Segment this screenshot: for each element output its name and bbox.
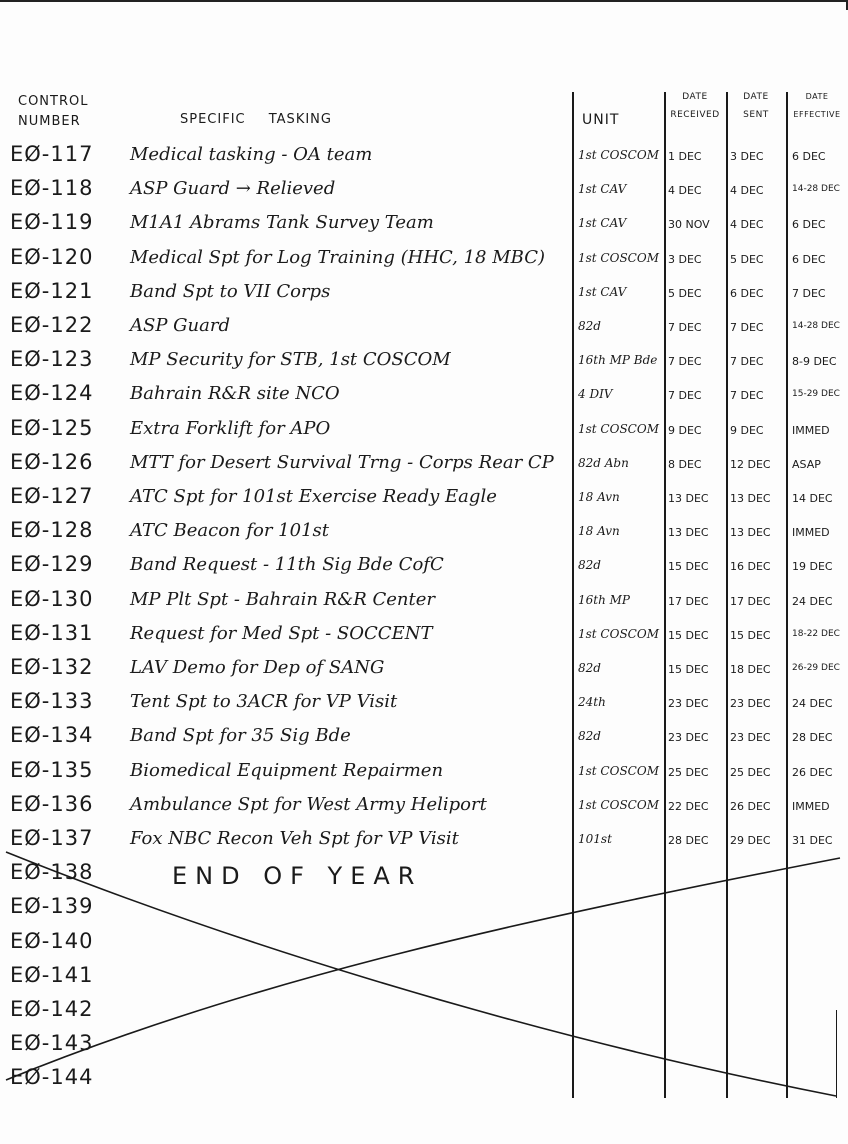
table-row	[0, 309, 848, 343]
date-sent-cell: 16 DEC	[730, 560, 771, 574]
table-row	[0, 617, 848, 651]
date-received-cell: 15 DEC	[668, 560, 709, 574]
header-date-received	[666, 92, 724, 120]
control-number: EØ-136	[10, 791, 94, 816]
tasking-text: Band Request - 11th Sig Bde CofC	[130, 554, 444, 576]
unit-cell: 24th	[578, 695, 606, 710]
control-number: EØ-142	[10, 997, 94, 1021]
control-number: EØ-120	[10, 244, 94, 269]
unit-cell: 18 Avn	[578, 490, 620, 504]
control-number: EØ-133	[10, 689, 94, 714]
control-number: EØ-144	[10, 1065, 94, 1090]
control-number: EØ-128	[10, 518, 94, 543]
control-number: EØ-118	[10, 176, 94, 201]
unit-cell: 1st COSCOM	[578, 421, 659, 436]
table-row	[0, 343, 848, 377]
date-received-cell: 8 DEC	[668, 457, 702, 471]
date-sent-cell: 7 DEC	[730, 355, 764, 369]
tasking-text: MP Plt Spt - Bahrain R&R Center	[130, 588, 436, 610]
control-number: EØ-129	[10, 552, 94, 577]
tasking-text: LAV Demo for Dep of SANG	[130, 657, 385, 678]
date-effective-cell: 18-22 DEC	[792, 628, 840, 639]
control-number: EØ-131	[10, 620, 94, 645]
date-sent-cell: 6 DEC	[730, 286, 764, 300]
date-sent-cell: 7 DEC	[730, 321, 764, 334]
date-sent-cell: 15 DEC	[730, 628, 771, 642]
date-effective-cell: 26 DEC	[792, 765, 833, 779]
header-date-effective-line2: EFFECTIVE	[793, 110, 841, 119]
header-unit: UNIT	[582, 112, 620, 128]
header-control-line2: NUMBER	[18, 114, 81, 129]
header-date-effective-line1: DATE	[805, 92, 829, 101]
date-received-cell: 17 DEC	[668, 594, 709, 608]
unit-cell: 16th MP Bde	[578, 353, 658, 368]
tasking-text: Biomedical Equipment Repairmen	[130, 759, 444, 781]
control-number: EØ-119	[10, 210, 94, 235]
date-effective-cell: 24 DEC	[792, 594, 833, 608]
date-received-cell: 5 DEC	[668, 286, 702, 300]
date-effective-cell: 31 DEC	[792, 834, 833, 847]
control-number: EØ-130	[10, 586, 94, 611]
control-number: EØ-132	[10, 655, 94, 679]
date-sent-cell: 12 DEC	[730, 457, 771, 471]
unit-cell: 82d Abn	[578, 455, 629, 470]
table-row	[0, 241, 848, 275]
tasking-text: Medical tasking - OA team	[130, 144, 373, 165]
control-number: EØ-138	[10, 860, 94, 885]
table-row	[0, 446, 848, 480]
unit-cell: 101st	[578, 832, 612, 846]
date-sent-cell: 29 DEC	[730, 834, 771, 847]
date-sent-cell: 13 DEC	[730, 492, 771, 505]
date-effective-cell: 28 DEC	[792, 731, 833, 745]
unused-row	[0, 993, 848, 1027]
date-effective-cell: 26-29 DEC	[792, 663, 840, 673]
tasking-text: Bahrain R&R site NCO	[130, 383, 340, 405]
page-top-edge	[0, 0, 848, 2]
table-row	[0, 754, 848, 788]
date-received-cell: 23 DEC	[668, 731, 709, 745]
table-row	[0, 788, 848, 822]
control-number: EØ-122	[10, 313, 94, 337]
date-received-cell: 7 DEC	[668, 355, 702, 369]
control-number: EØ-139	[10, 894, 94, 919]
unused-row	[0, 959, 848, 993]
table-row	[0, 172, 848, 206]
date-received-cell: 28 DEC	[668, 834, 709, 847]
tasking-text: Tent Spt to 3ACR for VP Visit	[130, 691, 398, 713]
date-received-cell: 7 DEC	[668, 321, 702, 334]
control-number: EØ-143	[10, 1031, 94, 1056]
table-row	[0, 138, 848, 172]
unit-cell: 82d	[578, 661, 601, 675]
date-effective-cell: 6 DEC	[792, 150, 826, 163]
unit-cell: 1st CAV	[578, 182, 627, 197]
date-received-cell: 1 DEC	[668, 150, 702, 163]
tasking-text: MP Security for STB, 1st COSCOM	[130, 349, 451, 371]
date-received-cell: 3 DEC	[668, 252, 702, 266]
unit-cell: 82d	[578, 319, 601, 333]
table-row	[0, 480, 848, 514]
table-row	[0, 377, 848, 411]
control-number: EØ-137	[10, 826, 94, 850]
date-effective-cell: IMMED	[792, 423, 830, 437]
date-received-cell: 4 DEC	[668, 184, 702, 198]
date-effective-cell: 6 DEC	[792, 218, 826, 232]
date-effective-cell: 6 DEC	[792, 252, 826, 266]
unused-row	[0, 890, 848, 924]
tasking-text: MTT for Desert Survival Trng - Corps Rear CP	[130, 451, 554, 473]
date-effective-cell: 7 DEC	[792, 286, 826, 300]
date-received-cell: 23 DEC	[668, 697, 709, 711]
unit-cell: 1st CAV	[578, 284, 627, 299]
date-sent-cell: 26 DEC	[730, 799, 771, 813]
tasking-text: Fox NBC Recon Veh Spt for VP Visit	[130, 828, 459, 849]
date-received-cell: 9 DEC	[668, 423, 702, 437]
unit-cell: 1st COSCOM	[578, 763, 659, 778]
control-number: EØ-126	[10, 449, 94, 474]
unit-cell: 1st COSCOM	[578, 148, 659, 162]
tasking-text: Medical Spt for Log Training (HHC, 18 MBC)	[130, 246, 546, 268]
date-effective-cell: IMMED	[792, 799, 830, 813]
control-number: EØ-134	[10, 723, 94, 748]
date-received-cell: 22 DEC	[668, 799, 709, 813]
date-received-cell: 15 DEC	[668, 663, 709, 676]
date-sent-cell: 4 DEC	[730, 218, 764, 232]
control-number: EØ-117	[10, 142, 94, 166]
unused-row	[0, 1061, 848, 1095]
table-row	[0, 583, 848, 617]
date-sent-cell: 18 DEC	[730, 663, 771, 676]
date-received-cell: 13 DEC	[668, 526, 709, 540]
unused-row	[0, 1027, 848, 1061]
date-sent-cell: 23 DEC	[730, 731, 771, 745]
date-sent-cell: 25 DEC	[730, 765, 771, 779]
control-number: EØ-135	[10, 757, 94, 782]
date-effective-cell: 14-28 DEC	[792, 321, 840, 331]
unit-cell: 82d	[578, 558, 601, 573]
unit-cell: 82d	[578, 729, 601, 744]
date-effective-cell: ASAP	[792, 457, 821, 471]
control-number: EØ-124	[10, 381, 94, 406]
date-sent-cell: 23 DEC	[730, 697, 771, 711]
date-sent-cell: 9 DEC	[730, 423, 764, 437]
date-received-cell: 7 DEC	[668, 389, 702, 403]
header-date-sent	[728, 92, 784, 120]
unit-cell: 16th MP	[578, 592, 630, 607]
date-effective-cell: IMMED	[792, 526, 830, 540]
date-sent-cell: 7 DEC	[730, 389, 764, 403]
tasking-text: ASP Guard → Relieved	[130, 178, 336, 200]
control-number: EØ-140	[10, 928, 94, 953]
date-effective-cell: 24 DEC	[792, 697, 833, 711]
tasking-text: Ambulance Spt for West Army Heliport	[130, 793, 487, 815]
table-row	[0, 206, 848, 240]
tasking-text: Band Spt for 35 Sig Bde	[130, 725, 351, 747]
control-number: EØ-121	[10, 278, 94, 303]
control-number: EØ-141	[10, 962, 94, 987]
date-sent-cell: 17 DEC	[730, 594, 771, 608]
header-tasking: SPECIFIC TASKING	[180, 112, 332, 127]
tasking-text: ASP Guard	[130, 315, 230, 336]
tasking-text: Extra Forklift for APO	[130, 417, 331, 439]
table-row	[0, 822, 848, 856]
unit-cell: 1st COSCOM	[578, 626, 659, 641]
table-row	[0, 514, 848, 548]
table-row	[0, 275, 848, 309]
unit-cell: 1st COSCOM	[578, 250, 659, 265]
table-row	[0, 548, 848, 582]
table-row	[0, 719, 848, 753]
date-effective-cell: 8-9 DEC	[792, 355, 837, 369]
date-sent-cell: 5 DEC	[730, 252, 764, 266]
control-number: EØ-127	[10, 484, 94, 508]
date-received-cell: 13 DEC	[668, 492, 709, 505]
date-received-cell: 25 DEC	[668, 765, 709, 779]
table-row	[0, 412, 848, 446]
date-sent-cell: 3 DEC	[730, 150, 764, 163]
unused-row	[0, 856, 848, 890]
date-sent-cell: 4 DEC	[730, 184, 764, 198]
tasking-text: M1A1 Abrams Tank Survey Team	[130, 212, 434, 234]
end-of-year-note: END OF YEAR	[172, 862, 423, 890]
header-date-sent-line2: SENT	[743, 110, 769, 120]
unit-cell: 1st COSCOM	[578, 797, 659, 812]
control-number: EØ-123	[10, 347, 94, 372]
header-date-effective	[788, 92, 846, 120]
unit-cell: 18 Avn	[578, 524, 620, 539]
tasking-text: ATC Beacon for 101st	[130, 520, 330, 542]
header-control-line1: CONTROL	[18, 94, 89, 109]
header-date-received-line2: RECEIVED	[670, 110, 720, 120]
unit-cell: 4 DIV	[578, 387, 613, 402]
date-effective-cell: 14 DEC	[792, 492, 833, 505]
table-row	[0, 685, 848, 719]
header-date-sent-line1: DATE	[743, 92, 769, 102]
date-effective-cell: 14-28 DEC	[792, 184, 840, 195]
unit-cell: 1st CAV	[578, 216, 627, 231]
date-effective-cell: 15-29 DEC	[792, 389, 840, 400]
header-control	[18, 92, 88, 132]
date-effective-cell: 19 DEC	[792, 560, 833, 574]
tasking-text: Band Spt to VII Corps	[130, 280, 331, 302]
header-date-received-line1: DATE	[682, 92, 708, 102]
table-row	[0, 651, 848, 685]
date-sent-cell: 13 DEC	[730, 526, 771, 540]
tasking-text: ATC Spt for 101st Exercise Ready Eagle	[130, 486, 497, 507]
date-received-cell: 15 DEC	[668, 628, 709, 642]
unused-row	[0, 925, 848, 959]
control-number: EØ-125	[10, 415, 94, 440]
tasking-text: Request for Med Spt - SOCCENT	[130, 622, 433, 644]
date-received-cell: 30 NOV	[668, 218, 710, 232]
